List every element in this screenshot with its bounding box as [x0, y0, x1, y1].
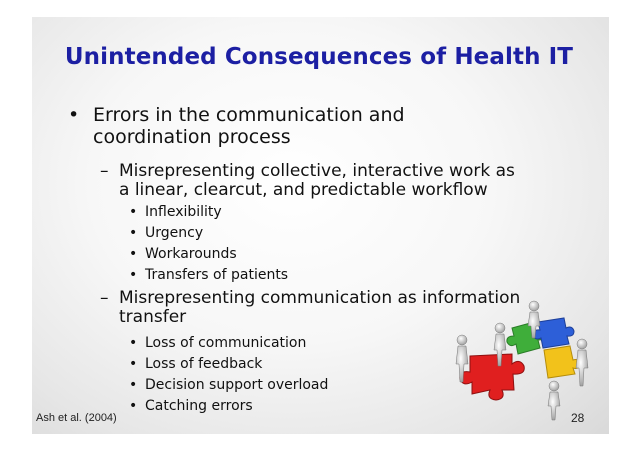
list-item-label: Urgency [145, 225, 204, 241]
bullet-glyph: • [129, 225, 138, 241]
sub-bullet-1-line-1: Misrepresenting collective, interactive work as [119, 161, 515, 181]
bullet-glyph: • [129, 204, 138, 220]
citation: Ash et al. (2004) [36, 412, 117, 424]
bullet-glyph: • [129, 356, 138, 372]
puzzle-people-illustration [442, 298, 602, 423]
bullet-line-2: coordination process [93, 126, 291, 148]
list-item-label: Workarounds [145, 246, 237, 262]
page-number: 28 [571, 411, 585, 425]
red-puzzle-piece [460, 354, 524, 400]
sub-bullet-1-line-2: a linear, clearcut, and predictable workflow [119, 180, 488, 200]
bullet-glyph: • [129, 246, 138, 262]
list-item-label: Catching errors [145, 398, 253, 414]
figure-right [576, 339, 588, 386]
yellow-puzzle-piece [544, 346, 580, 378]
figure-bottom-right [548, 381, 560, 420]
sub-bullet-2-line-2: transfer [119, 307, 187, 327]
dash-glyph: – [100, 288, 109, 308]
dash-glyph: – [100, 161, 109, 181]
list-item-label: Loss of communication [145, 335, 307, 351]
bullet-line-1: Errors in the communication and [93, 104, 405, 126]
sub-bullet-2-line-1: Misrepresenting communication as information [119, 288, 521, 308]
bullet-glyph: • [129, 398, 138, 414]
list-item-label: Inflexibility [145, 204, 222, 220]
list-item-label: Transfers of patients [145, 267, 289, 283]
list-item-label: Loss of feedback [145, 356, 263, 372]
bullet-glyph: • [129, 377, 138, 393]
list-item-label: Decision support overload [145, 377, 329, 393]
bullet-glyph: • [68, 104, 80, 126]
bullet-glyph: • [129, 335, 138, 351]
slide-title: Unintended Consequences of Health IT [64, 44, 574, 70]
bullet-glyph: • [129, 267, 138, 283]
